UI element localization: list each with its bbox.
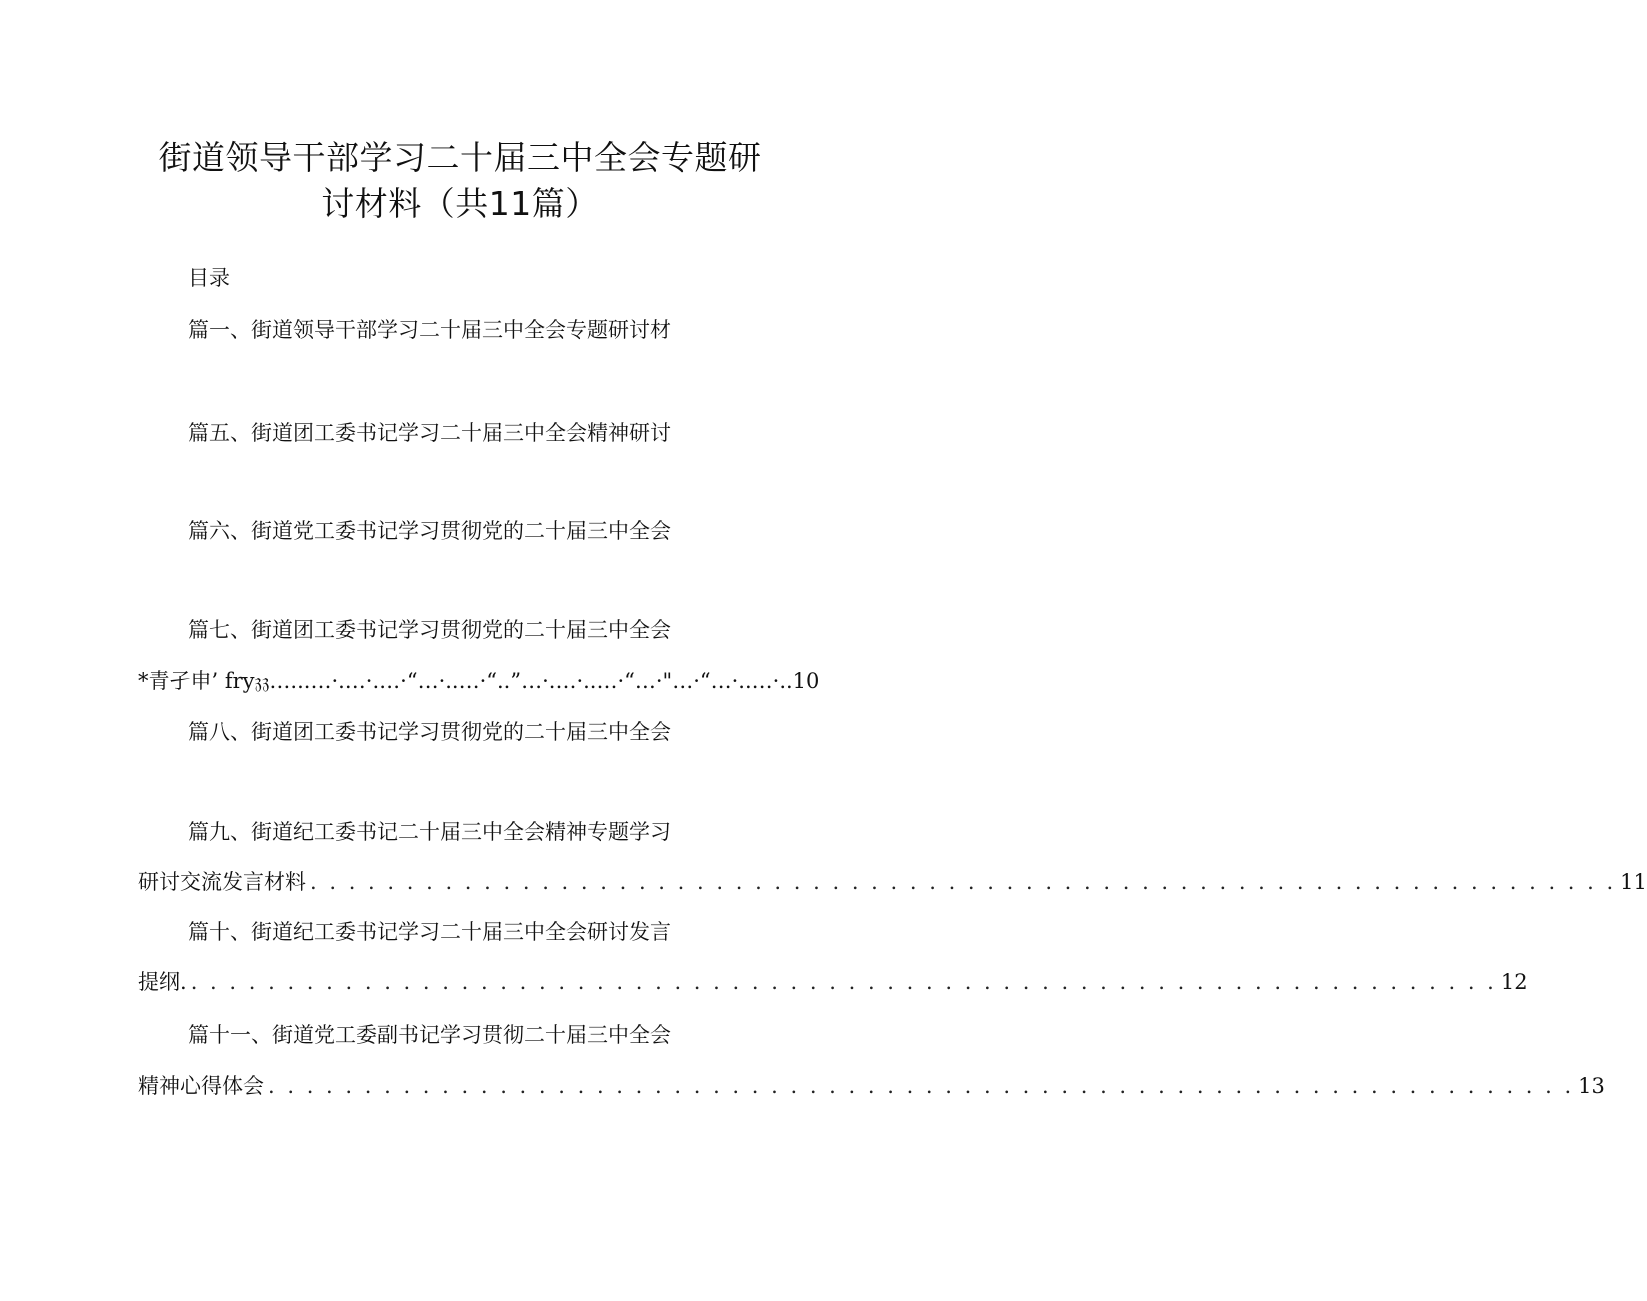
toc-entry-1: 篇一、街道领导干部学习二十届三中全会专题研讨材 bbox=[188, 318, 671, 342]
toc-entry-6: 篇六、街道党工委书记学习贯彻党的二十届三中全会 bbox=[188, 519, 671, 543]
toc-entry-11-label-cont: 精神心得体会 bbox=[138, 1074, 264, 1098]
toc-entry-10-continuation bbox=[138, 966, 1528, 996]
toc-heading: 目录 bbox=[188, 266, 230, 290]
toc-entry-9: 篇九、街道纪工委书记二十届三中全会精神专题学习 bbox=[188, 820, 671, 844]
toc-entry-9-continuation bbox=[138, 866, 1647, 896]
leader-dots: . . . . . . . . . . . . . . . . . . . . . . . . . . . . . . . . . . . . . . . . . . . . . . . . . . . . . . . . . . . . . . . . . . . . bbox=[190, 970, 1497, 994]
document-title-line-1: 街道领导干部学习二十届三中全会专题研 bbox=[158, 138, 762, 177]
toc-entry-11-continuation bbox=[138, 1070, 1605, 1100]
toc-entry-8: 篇八、街道团工委书记学习贯彻党的二十届三中全会 bbox=[188, 720, 671, 744]
leader-dots: . . . . . . . . . . . . . . . . . . . . . . . . . . . . . . . . . . . . . . . . . . . . . . . . . . . . . . . . . . . . . . . . . . . . bbox=[310, 870, 1617, 894]
toc-entry-10: 篇十、街道纪工委书记学习二十届三中全会研讨发言 bbox=[188, 920, 671, 944]
toc-entry-10-label-cont: 提纲. bbox=[138, 970, 187, 994]
toc-entry-10-page: 12 bbox=[1500, 970, 1528, 994]
leader-dots: . . . . . . . . . . . . . . . . . . . . . . . . . . . . . . . . . . . . . . . . . . . . . . . . . . . . . . . . . . . . . . . . . . . . bbox=[268, 1074, 1575, 1098]
toc-entry-11-page: 13 bbox=[1578, 1074, 1605, 1098]
toc-entry-11: 篇十一、街道党工委副书记学习贯彻二十届三中全会 bbox=[188, 1023, 671, 1047]
toc-entry-9-label-cont: 研讨交流发言材料 bbox=[138, 870, 306, 894]
toc-entry-7: 篇七、街道团工委书记学习贯彻党的二十届三中全会 bbox=[188, 618, 671, 642]
toc-entry-5: 篇五、街道团工委书记学习二十届三中全会精神研讨 bbox=[188, 421, 671, 445]
toc-entry-9-page: 11 bbox=[1620, 870, 1647, 894]
toc-entry-7-continuation: *青孑申’ fry𝔷𝔷…...…·.…·.…·“…·..…·“..”…·.…·..…·“…·"…·“…·..…·..10 bbox=[138, 669, 820, 693]
document-title-line-2: 讨材料（共11篇） bbox=[321, 184, 599, 223]
